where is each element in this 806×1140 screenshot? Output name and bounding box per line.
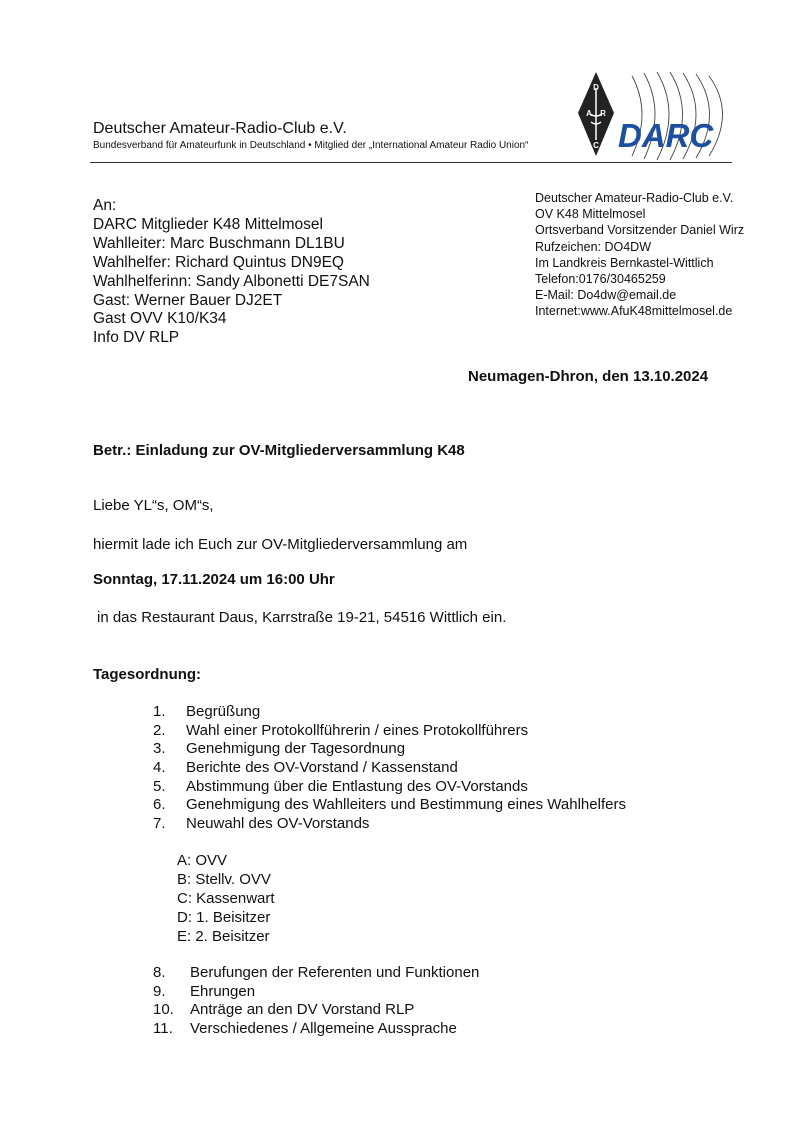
list-item-text: Anträge an den DV Vorstand RLP (190, 1001, 415, 1019)
list-item: C: Kassenwart (177, 890, 275, 907)
diamond-letter: C (593, 141, 599, 150)
organization-name: Deutscher Amateur-Radio-Club e.V. (93, 120, 347, 137)
list-item-text: Genehmigung der Tagesordnung (186, 740, 406, 758)
list-item: D: 1. Beisitzer (177, 909, 271, 926)
list-item-text: Berufungen der Referenten und Funktionen (190, 964, 480, 981)
list-item-number: 11. (153, 1020, 173, 1038)
list-item-number: 7. (153, 815, 166, 833)
sender-line: Telefon:0176/30465259 (535, 272, 666, 287)
list-item-text: Begrüßung (186, 703, 261, 720)
subject-line: Betr.: Einladung zur OV-Mitgliederversammlung K48 (93, 442, 465, 459)
list-item-text: Wahl einer Protokollführerin / eines Protokollführers (186, 721, 529, 739)
list-item: E: 2. Beisitzer (177, 928, 270, 945)
list-item-text: Berichte des OV-Vorstand / Kassenstand (186, 759, 458, 777)
agenda-heading: Tagesordnung: (93, 666, 202, 683)
sender-block (535, 190, 744, 320)
sender-line: Im Landkreis Bernkastel-Wittlich (535, 255, 714, 270)
meeting-date-time: Sonntag, 17.11.2024 um 16:00 Uhr (93, 571, 335, 588)
list-item-text: Genehmigung des Wahlleiters und Bestimmung eines Wahlhelfers (186, 796, 626, 814)
recipient-line: Gast OVV K10/K34 (93, 310, 227, 328)
diamond-letter: A (586, 109, 592, 118)
sender-line: OV K48 Mittelmosel (535, 207, 646, 222)
intro-text: hiermit lade ich Euch zur OV-Mitgliederversammlung am (93, 536, 468, 553)
list-item: A: OVV (177, 852, 228, 869)
darc-logo-text: DARC (618, 117, 714, 154)
recipient-line: Wahlhelfer: Richard Quintus DN9EQ (93, 253, 344, 271)
election-positions-list (177, 851, 275, 946)
sender-line: Rufzeichen: DO4DW (535, 239, 652, 254)
recipient-line: Wahlhelferinn: Sandy Albonetti DE7SAN (93, 272, 370, 290)
list-item-text: Neuwahl des OV-Vorstands (186, 815, 370, 833)
meeting-venue: in das Restaurant Daus, Karrstraße 19-21, 54516 Wittlich ein. (97, 609, 507, 626)
place-date: Neumagen-Dhron, den 13.10.2024 (468, 368, 709, 385)
list-item-number: 2. (153, 721, 166, 739)
list-item-text: Ehrungen (190, 982, 256, 1000)
sender-line: Ortsverband Vorsitzender Daniel Wirz (535, 223, 745, 238)
sender-line: Deutscher Amateur-Radio-Club e.V. (535, 191, 734, 205)
diamond-letter: R (600, 109, 606, 118)
organization-subtitle: Bundesverband für Amateurfunk in Deutschland • Mitglied der „International Amateur Radio Union“ (93, 140, 529, 151)
recipient-block (93, 197, 370, 348)
list-item-number: 4. (153, 759, 166, 777)
list-item-number: 8. (153, 964, 166, 981)
list-item-number: 5. (153, 777, 166, 795)
darc-logo (560, 68, 735, 163)
sender-line: Internet:www.AfuK48mittelmosel.de (535, 304, 733, 319)
list-item-number: 9. (153, 982, 166, 1000)
diamond-letter: D (593, 83, 599, 92)
darc-diamond-icon (578, 72, 614, 156)
list-item-number: 1. (153, 703, 166, 720)
recipient-line: An: (93, 197, 117, 214)
list-item-text: Abstimmung über die Entlastung des OV-Vorstands (186, 777, 528, 795)
recipient-line: Wahlleiter: Marc Buschmann DL1BU (93, 234, 345, 252)
list-item-text: Verschiedenes / Allgemeine Aussprache (190, 1020, 457, 1038)
greeting: Liebe YL“s, OM“s, (93, 497, 214, 514)
recipient-line: Gast: Werner Bauer DJ2ET (93, 291, 283, 309)
list-item-number: 10. (153, 1001, 174, 1019)
sender-line: E-Mail: Do4dw@email.de (535, 288, 677, 303)
list-item-number: 6. (153, 796, 166, 814)
list-item-number: 3. (153, 740, 166, 758)
list-item: B: Stellv. OVV (177, 871, 271, 888)
recipient-line: DARC Mitglieder K48 Mittelmosel (93, 215, 323, 233)
recipient-line: Info DV RLP (93, 329, 180, 347)
